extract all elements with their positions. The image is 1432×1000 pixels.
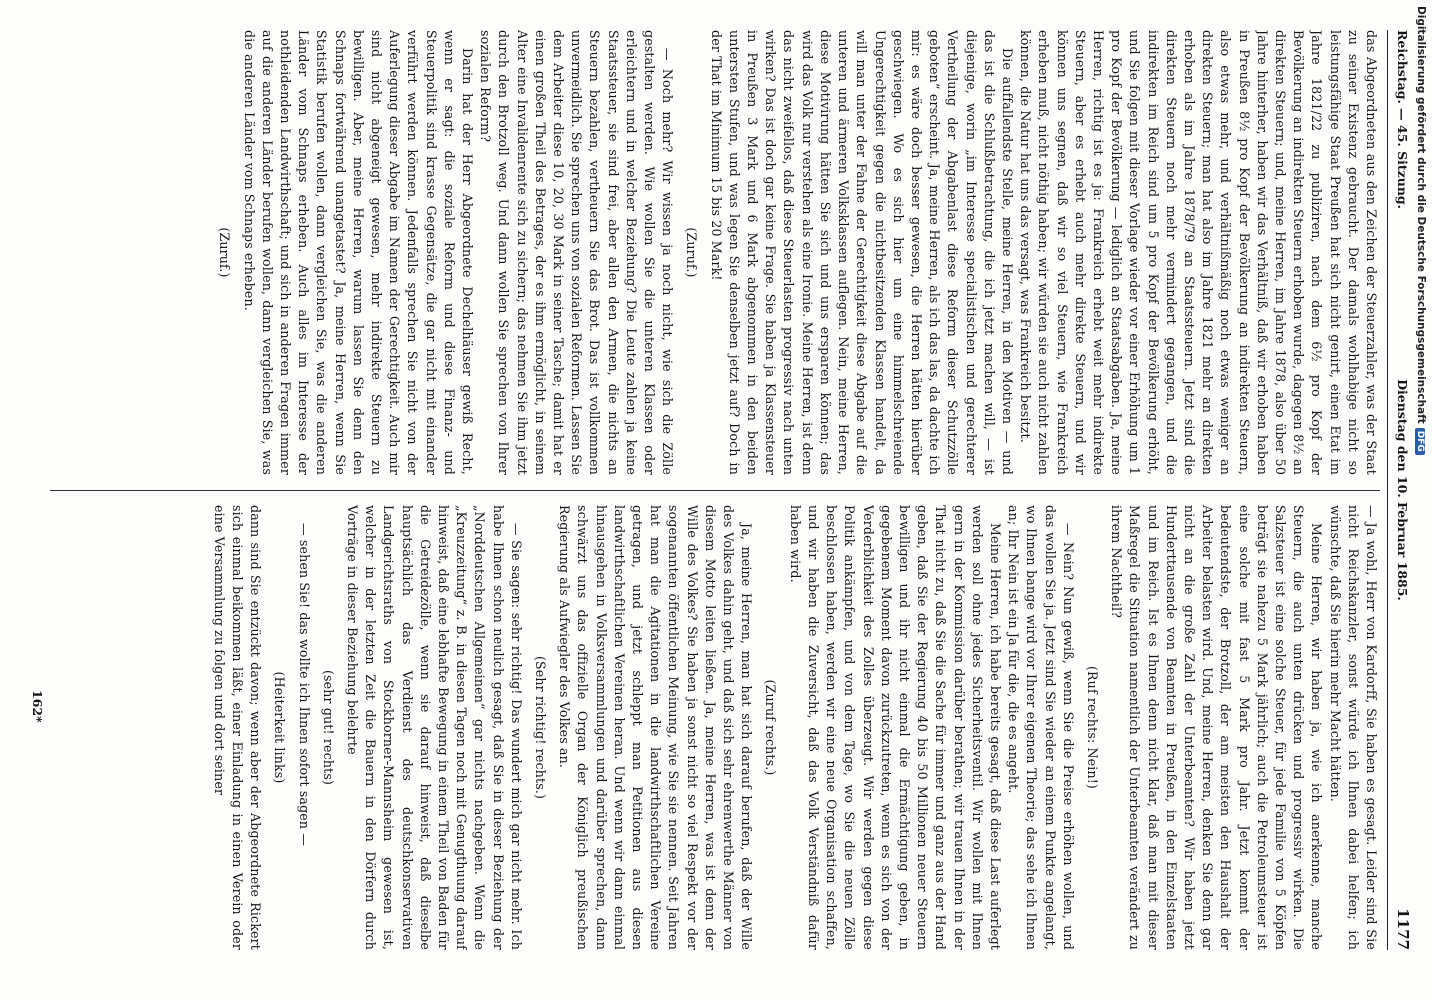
column-divider: [50, 490, 1380, 491]
paragraph: — Nein? Nun gewiß, wenn Sie die Preise erhöhen wollen, und das wollen Sie ja. Jetzt sind Sie wieder an einem Punkte angelangt, wo Ihnen bange wird vor Ihrer eigenen Theorie; das sehe ich Ihnen an; Ihr Nein ist ein Ja für die, die es angeht.: [1006, 505, 1076, 950]
running-header: [1388, 30, 1412, 950]
interjection: (Heiterkeit links): [272, 671, 288, 784]
interjection: (sehr gut! rechts): [320, 669, 336, 786]
interjection: (Zuruf.): [217, 227, 233, 278]
dfg-logo: DFG: [1415, 428, 1425, 455]
paragraph: — Noch mehr? Wir wissen ja noch nicht, wie sich die Zölle gestalten werden. Wie wollen Sie die unteren Klassen oder erleichtern und in welcher Beziehung? Die Leute zahlen ja keine Staatssteuer, sie sind frei, aber allen den Armen, die nichts an Steuern bezahlen, vertheuern Sie das Brot. Das ist vollkommen unvermeidlich. Sie sprechen uns von sozialen Reformen. Lassen Sie dem Arbeiter diese 10, 20, 30 Mark in seiner Tasche; damit hat er einen großen Theil des Betrages, der es ihm ermöglicht, in seinem Alter eine Invalidenrente sich zu sichern; das nehmen Sie ihm jetzt durch den Brotzoll weg. Und dann wollen Sie sprechen von Ihrer sozialen Reform?: [478, 30, 676, 475]
paragraph: Meine Herren, ich habe bereits gesagt, daß diese Last auferlegt werden soll ohne jedes Sicherheitsventil. Wir wollen mit Ihnen gern in der Kommission darüber berathen; wir trauen Ihnen in der That nicht zu, daß Sie die Sache für immer und ganz aus der Hand geben, daß Sie der Regierung 40 bis 50 Millionen neuer Steuern bewilligen und ihr nicht einmal die Ermächtigung geben, in gegebenem Moment davon zurückzutreten, wenn es sich von der Verderblichkeit des Zolles überzeugt. Wir werden gegen diese Politik ankämpfen, und von dem Tage, wo Sie die neuen Zölle beschlossen haben, werden wir eine neue Organisation schaffen, und wir haben die Zuversicht, daß das Volk Verständniß dafür haben wird.: [787, 505, 1003, 950]
paragraph: dann sind Sie entzückt davon; wenn aber der Abgeordnete Rickert sich einmal beikommen läßt, einer Einladung in einen Verein oder eine Versammlung zu folgen und dort seiner: [211, 505, 264, 950]
paragraph: Die auffallendste Stelle, meine Herren, in den Motiven — und das ist die Schlußbetrachtung, die ich jetzt machen will, — ist diejenige, worin „im Interesse specialistischen und gerechterer Vertheilung der Abgabenlast diese Reform dieser Schutzzölle geboten“ erscheint. Ja, meine Herren, als ich das las, da dachte ich mir: es wäre doch besser gewesen, die Herren hätten hierüber geschwiegen. Wo es sich hier um eine himmelschreiende Ungerechtigkeit gegen die nichtbesitzenden Klassen handelt, da will man unter der Fahne der Gerechtigkeit diese Abgabe auf die unteren und ärmeren Volksklassen auflegen. Nein, meine Herren, diese Motivirung hätten Sie sich und uns ersparen können; das wird das Volk nur verstehen als eine Ironie. Meine Herren, ist denn das nicht zweifellos, daß diese Steuerlasten progressiv nach unten wirken? Das ist doch gar keine Frage. Sie haben ja Klassensteuer in Preußen 3 Mark und 6 Mark abgenommen in den beiden untersten Stufen, und was legen Sie denselben jetzt auf? Doch in der That im Minimum 15 bis 20 Mark!: [708, 30, 1015, 475]
paragraph: Ja, meine Herren, man hat sich darauf berufen, daß der Wille des Volkes dahin geht, und daß sich sehr ehrenwerthe Männer von diesem Motto leiten ließen. Ja, meine Herren, was ist denn der Wille des Volkes? Sie haben ja sonst nicht so viel Respekt vor der sogenannten öffentlichen Meinung, wie Sie sie nennen. Seit Jahren hat man die Agitationen in die landwirthschaftlichen Vereine getragen, und jetzt schleppt man Petitionen aus diesen landwirthschaftlichen Vereinen heran. Und wenn wir dann einmal hinausgehen in Volksversammlungen und darüber sprechen, dann schwärzt uns das offizielle Organ der Königlich preußischen Regierung als Aufwiegler des Volkes an.: [557, 505, 755, 950]
rotated-page: [20, 0, 1420, 990]
paragraph: — sehen Sie! das wollte ich Ihnen sofort sagen —: [296, 523, 312, 847]
page-signature: 162*: [30, 690, 45, 723]
credit-text: Digitalisierung gefördert durch die Deutsche Forschungsgemeinschaft: [1415, 6, 1427, 424]
paragraph: — Ja wohl, Herr von Kardorff, Sie haben es gesagt. Leider sind Sie nicht Reichskanzler, sonst würde ich Ihnen dabei helfen; ich wünschte, daß Sie hierin mehr Macht hätten.: [1327, 505, 1379, 950]
interjection: (Zuruf.): [684, 227, 700, 278]
header-rule: [1387, 30, 1388, 950]
credit-strip: [1412, 0, 1432, 1000]
header-date: Dienstag den 10. Februar 1885.: [1395, 379, 1410, 601]
paragraph: Meine Herren, wir haben ja, wie ich anerkenne, manche Steuern, die auch unten drücken und progressiv wirken. Die Salzsteuer ist eine solche Steuer, für jede Familie von 5 Köpfen beträgt sie nahezu 5 Mark jährlich; auch die Petroleumsteuer ist eine solche mit fast 5 Mark pro Jahr. Jetzt kommt der bedeutendste, der Brotzoll, der am meisten den Haushalt der Arbeiter belasten wird. Und, meine Herren, denken Sie denn gar nicht an die große Zahl der Unterbeamten? Wir haben jetzt Hunderttausende von Beamten in Preußen, in den Einzelstaaten und im Reich. Ist es Ihnen denn nicht klar, daß man mit dieser Maßregel die Situation namentlich der Unterbeamten verändert zu ihrem Nachtheil?: [1109, 505, 1325, 950]
interjection: (Zuruf rechts.): [763, 679, 779, 776]
header-session: Reichstag. — 45. Sitzung.: [1395, 30, 1410, 210]
page-number: 1177: [1394, 908, 1412, 950]
text-column-left: [50, 30, 1380, 475]
text-column-right: [50, 505, 1380, 950]
interjection: (Ruf rechts: Nein!): [1084, 665, 1100, 789]
paragraph: Darin hat der Herr Abgeordnete Dechelhäuser gewiß Recht, wenn er sagt: die soziale Reform und diese Finanz- und Steuerpolitik sind krasse Gegensätze, die gar nicht mit einander verführt werden können. Jedenfalls sprechen Sie nicht von der Auferlegung dieser Abgabe im Namen der Gerechtigkeit. Auch mir sind nicht abgeneigt gewesen, mehr indirekte Steuern zu bewilligen. Aber, meine Herren, warum lassen Sie denn den Schnaps fortwährend unangetastet? Ja, meine Herren, wenn Sie Statistik berufen wollen, dann vergleichen Sie, was die anderen Länder vom Schnaps erheben. Auch alles im Interesse der nothleidenden Landwirthschaft; und sich in anderen Fragen immer auf die anderen Länder berufen wollen, dann vergleichen Sie, was die anderen Länder vom Schnaps erheben.: [241, 30, 476, 475]
credit-text-wrapper: [1415, 6, 1427, 986]
paragraph: — Sie sagen: sehr richtig! Das wundert mich gar nicht mehr. Ich habe Ihnen schon neulich gesagt, daß Sie in dieser Beziehung der „Norddeutschen Allgemeinen“ gar nichts nachgeben. Wenn die „Kreuzzeitung“ z. B. in diesen Tagen noch mit Genugthuung darauf hinweist, daß eine lebhafte Bewegung in einem Theil von Baden für die Getreidezölle, wenn sie darauf hinweist, daß dieselbe hauptsächlich das Verdienst des deutschkonservativen Landgerichtsraths von Stockhorner-Mannsheim gewesen ist, welcher in der letzten Zeit die Bauern in den Dörfern durch Vorträge in dieser Beziehung belehrte: [345, 505, 524, 950]
interjection: (Sehr richtig! rechts.): [533, 655, 549, 800]
paragraph: das Abgeordneten aus den Zeichen der Steuerzahler, was der Staat zu seiner Existenz gebraucht. Der damals wohlhabige nicht so leistungsfähige Staat Preußen hat sich nicht genirt, einen Etat im Jahre 1821/22 zu publiziren, nach dem 6½ pro Kopf der Bevölkerung an indirekten Steuern erhoben wurde, dagegen 8½ an direkten Steuern; und, meine Herren, im Jahre 1878, also über 50 Jahre hinterher, haben wir das Verhältniß, daß wir erhoben haben in Preußen 8½ pro Kopf der Bevölkerung an indirekten Steuern, also etwas mehr, und verhältnißmäßig noch etwas weniger an direkten Steuern; man hat also im Jahre 1821 mehr an direkten erhoben als im Jahre 1878/79 an Staatssteuern. Jetzt sind die direkten Steuern noch mehr vermindert gegangen, und die indirekten im Reich sind um 5 pro Kopf der Bevölkerung erhöht, und Sie folgen mit dieser Vorlage wieder vor einer Erhöhung um 1 pro Kopf der Bevölkerung — lediglich an Staatsabgaben. Ja, meine Herren, richtig ist es ja: Frankreich erhebt weit mehr indirekte Steuern, aber es erhebt auch mehr direkte Steuern, und wir können uns segnen, daß wir so viel Steuern, wie Frankreich erheben muß, nicht nöthig haben; wir würden sie auch nicht zahlen können, die Natur hat uns das versagt, was Frankreich besitzt.: [1018, 30, 1379, 475]
